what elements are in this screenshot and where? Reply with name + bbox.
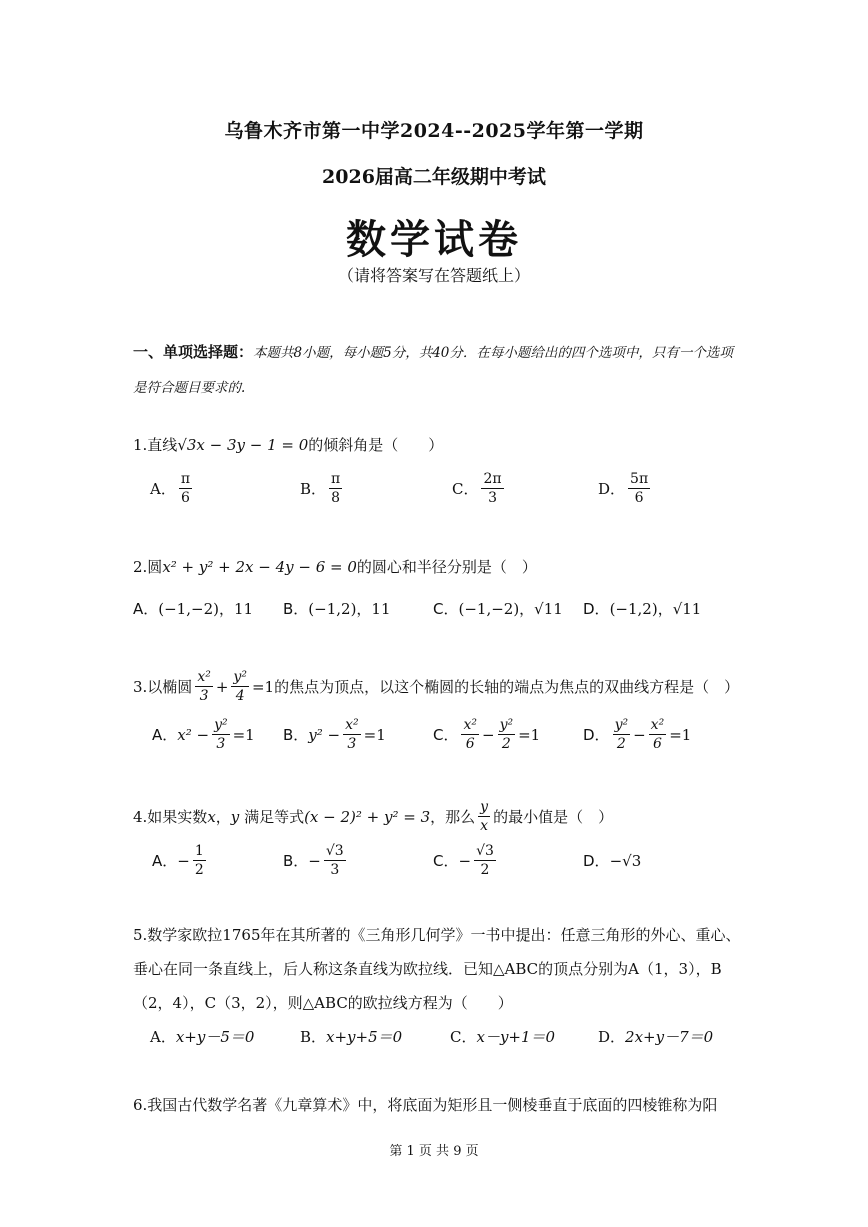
option-label: D． — [583, 600, 610, 618]
numerator: 2π — [483, 471, 502, 487]
option-term: x² − — [177, 725, 210, 744]
fraction — [481, 470, 503, 507]
q1-option-b — [300, 470, 345, 507]
option-term: y² − — [308, 725, 341, 744]
option-sign: − — [308, 851, 321, 870]
q4-var-y: y — [230, 807, 240, 826]
q1-prefix: 1.直线 — [133, 436, 178, 454]
fraction — [329, 470, 342, 507]
numerator: √3 — [325, 843, 344, 859]
denominator: 6 — [465, 736, 475, 752]
denominator: 6 — [652, 736, 662, 752]
option-label: D． — [583, 726, 610, 744]
q3-prefix: 3.以椭圆 — [133, 678, 193, 696]
denominator: 2 — [480, 862, 490, 878]
fraction — [474, 842, 496, 879]
q4-var-x: x — [207, 807, 216, 826]
q1-equation: √3x − 3y − 1 = 0 — [177, 436, 309, 454]
q5-option-d — [598, 1026, 713, 1047]
denominator: 3 — [199, 688, 209, 704]
option-label: A． — [152, 852, 178, 870]
option-label: A． — [152, 726, 178, 744]
fraction — [461, 716, 479, 753]
q6-line-1: 6.我国古代数学名著《九章算术》中，将底面为矩形且一侧棱垂直于底面的四棱锥称为阳 — [133, 1096, 718, 1114]
q4-separator: ， — [215, 808, 231, 826]
option-text: (−1,−2)，11 — [158, 600, 254, 618]
option-equals: =1 — [363, 725, 386, 744]
question-2 — [133, 556, 537, 577]
fraction — [193, 842, 206, 879]
answer-note: （请将答案写在答题纸上） — [337, 266, 530, 285]
denominator: 2 — [616, 736, 626, 752]
q2-option-d — [583, 598, 701, 619]
numerator: y — [480, 799, 489, 815]
fraction — [343, 716, 361, 753]
numerator: x² — [650, 717, 665, 733]
denominator: 6 — [634, 490, 644, 506]
page-footer: 第 1 页 共 9 页 — [389, 1144, 479, 1159]
numerator: y² — [214, 717, 228, 733]
numerator: 5π — [630, 471, 649, 487]
denominator: 3 — [347, 736, 357, 752]
option-equals: =1 — [232, 725, 255, 744]
q5-option-c — [450, 1026, 555, 1047]
q4-suffix: 的最小值是（ ） — [493, 808, 614, 826]
q4-option-d — [583, 850, 641, 871]
q3-equals: =1 — [251, 677, 275, 696]
option-text: (−1,−2)，√11 — [458, 600, 563, 618]
option-label: D． — [598, 1028, 626, 1046]
q2-option-b — [283, 598, 391, 619]
denominator: 6 — [180, 490, 190, 506]
q2-option-a — [133, 598, 253, 619]
option-text: (−1,2)，√11 — [609, 600, 702, 618]
q5-line-1: 5.数学家欧拉1765年在其所著的《三角形几何学》一书中提出：任意三角形的外心、重心、 — [133, 926, 741, 944]
option-label: C． — [450, 1028, 477, 1046]
numerator: x² — [197, 669, 211, 685]
q5-option-b — [300, 1026, 402, 1047]
denominator: 2 — [501, 736, 511, 752]
fraction — [628, 470, 650, 507]
grade-line: 2026届高二年级期中考试 — [322, 166, 546, 188]
numerator: 1 — [194, 843, 204, 859]
option-sign: − — [177, 851, 190, 870]
q2-option-c — [433, 598, 563, 619]
fraction — [195, 668, 213, 705]
q3-option-a — [152, 716, 255, 753]
option-text: 2x+y－7＝0 — [625, 1028, 714, 1046]
numerator: π — [331, 471, 341, 487]
fraction — [649, 716, 667, 753]
option-label: D． — [583, 852, 610, 870]
section-1-heading: 一、单项选择题： — [133, 343, 254, 361]
option-label: C． — [433, 726, 459, 744]
fraction — [613, 716, 631, 753]
question-5 — [133, 918, 743, 1020]
q4-option-b — [283, 842, 349, 879]
q1-option-c — [452, 470, 507, 507]
option-text: (−1,2)，11 — [308, 600, 391, 618]
q3-option-d: D． $\frac{\text{y²}}{2}$ − $\frac{\text{x²}}{6}$ =1 — [583, 717, 692, 752]
section-1-instructions-1: 本题共8小题，每小题5分，共40分．在每小题给出的四个选项中，只有一个选项 — [253, 345, 733, 361]
denominator: 4 — [235, 688, 245, 704]
numerator: y² — [499, 717, 514, 733]
option-equals: =1 — [518, 725, 541, 744]
option-label: A． — [150, 1028, 176, 1046]
fraction — [179, 470, 192, 507]
q4-equation: (x − 2)² + y² = 3 — [304, 807, 431, 826]
option-label: B． — [283, 600, 309, 618]
q4-mid: 满足等式 — [244, 808, 305, 826]
section-1-header — [133, 335, 743, 405]
option-label: A． — [133, 600, 159, 618]
numerator: y² — [233, 669, 247, 685]
paper-title: 数学试卷 — [346, 216, 522, 263]
numerator: π — [180, 471, 191, 487]
denominator: x — [480, 818, 489, 834]
question-1 — [133, 434, 443, 455]
q1-suffix: 的倾斜角是（ ） — [308, 436, 444, 454]
q5-line-3: （2，4），C（3，2），则△ABC的欧拉线方程为（ ） — [133, 994, 513, 1012]
option-text: x－y+1＝0 — [476, 1028, 556, 1046]
question-6 — [133, 1094, 717, 1115]
q3-option-c: C． $\frac{\text{x²}}{6}$ − $\frac{\text{y²}}{2}$ =1 — [433, 717, 541, 752]
school-line: 乌鲁木齐市第一中学2024--2025学年第一学期 — [224, 120, 644, 142]
option-text: −√3 — [609, 851, 642, 870]
fraction — [231, 668, 249, 705]
q4-then: ，那么 — [430, 808, 476, 826]
q4-prefix: 4.如果实数 — [133, 808, 208, 826]
fraction — [324, 842, 346, 879]
fraction — [212, 716, 230, 753]
option-label: B． — [300, 480, 327, 498]
numerator: y² — [614, 717, 629, 733]
option-equals: =1 — [669, 725, 692, 744]
q4-option-c — [433, 842, 499, 879]
denominator: 3 — [216, 736, 226, 752]
denominator: 3 — [330, 862, 340, 878]
question-3: 3.以椭圆 $\frac{\text{x²}}{3}$ + $\frac{\text{y²}}{4}$ =1 的焦点为顶点，以这个椭圆的长轴的端点为焦点的双曲线方程是（ ） — [133, 669, 740, 704]
q2-equation: x² + y² + 2x − 4y − 6 = 0 — [162, 558, 357, 576]
numerator: √3 — [476, 843, 494, 859]
q1-option-d — [598, 470, 653, 507]
fraction — [498, 716, 516, 753]
option-label: A． — [150, 480, 176, 498]
section-1-instructions-2: 是符合题目要求的. — [133, 380, 246, 396]
option-text: x+y－5＝0 — [175, 1028, 255, 1046]
denominator: 3 — [488, 490, 497, 506]
option-label: B． — [300, 1028, 327, 1046]
numerator: x² — [345, 717, 359, 733]
denominator: 8 — [331, 490, 341, 506]
numerator: x² — [463, 717, 477, 733]
q2-prefix: 2.圆 — [133, 558, 163, 576]
question-4 — [133, 798, 613, 835]
q1-option-a — [150, 470, 195, 507]
q5-option-a — [150, 1026, 254, 1047]
option-label: C． — [452, 480, 479, 498]
q3-suffix: 的焦点为顶点，以这个椭圆的长轴的端点为焦点的双曲线方程是（ ） — [274, 678, 740, 696]
denominator: 2 — [194, 862, 204, 878]
q4-option-a — [152, 842, 209, 879]
option-label: B． — [283, 726, 309, 744]
option-label: C． — [433, 852, 459, 870]
q3-option-b — [283, 716, 386, 753]
fraction — [478, 798, 490, 835]
option-sign: − — [458, 851, 472, 870]
option-label: B． — [283, 852, 309, 870]
option-text: x+y+5＝0 — [326, 1028, 403, 1046]
option-label: C． — [433, 600, 459, 618]
option-label: D． — [598, 480, 626, 498]
q2-suffix: 的圆心和半径分别是（ ） — [356, 558, 537, 576]
q5-line-2: 垂心在同一条直线上，后人称这条直线为欧拉线．已知△ABC的顶点分别为A（1，3），B — [133, 960, 722, 978]
